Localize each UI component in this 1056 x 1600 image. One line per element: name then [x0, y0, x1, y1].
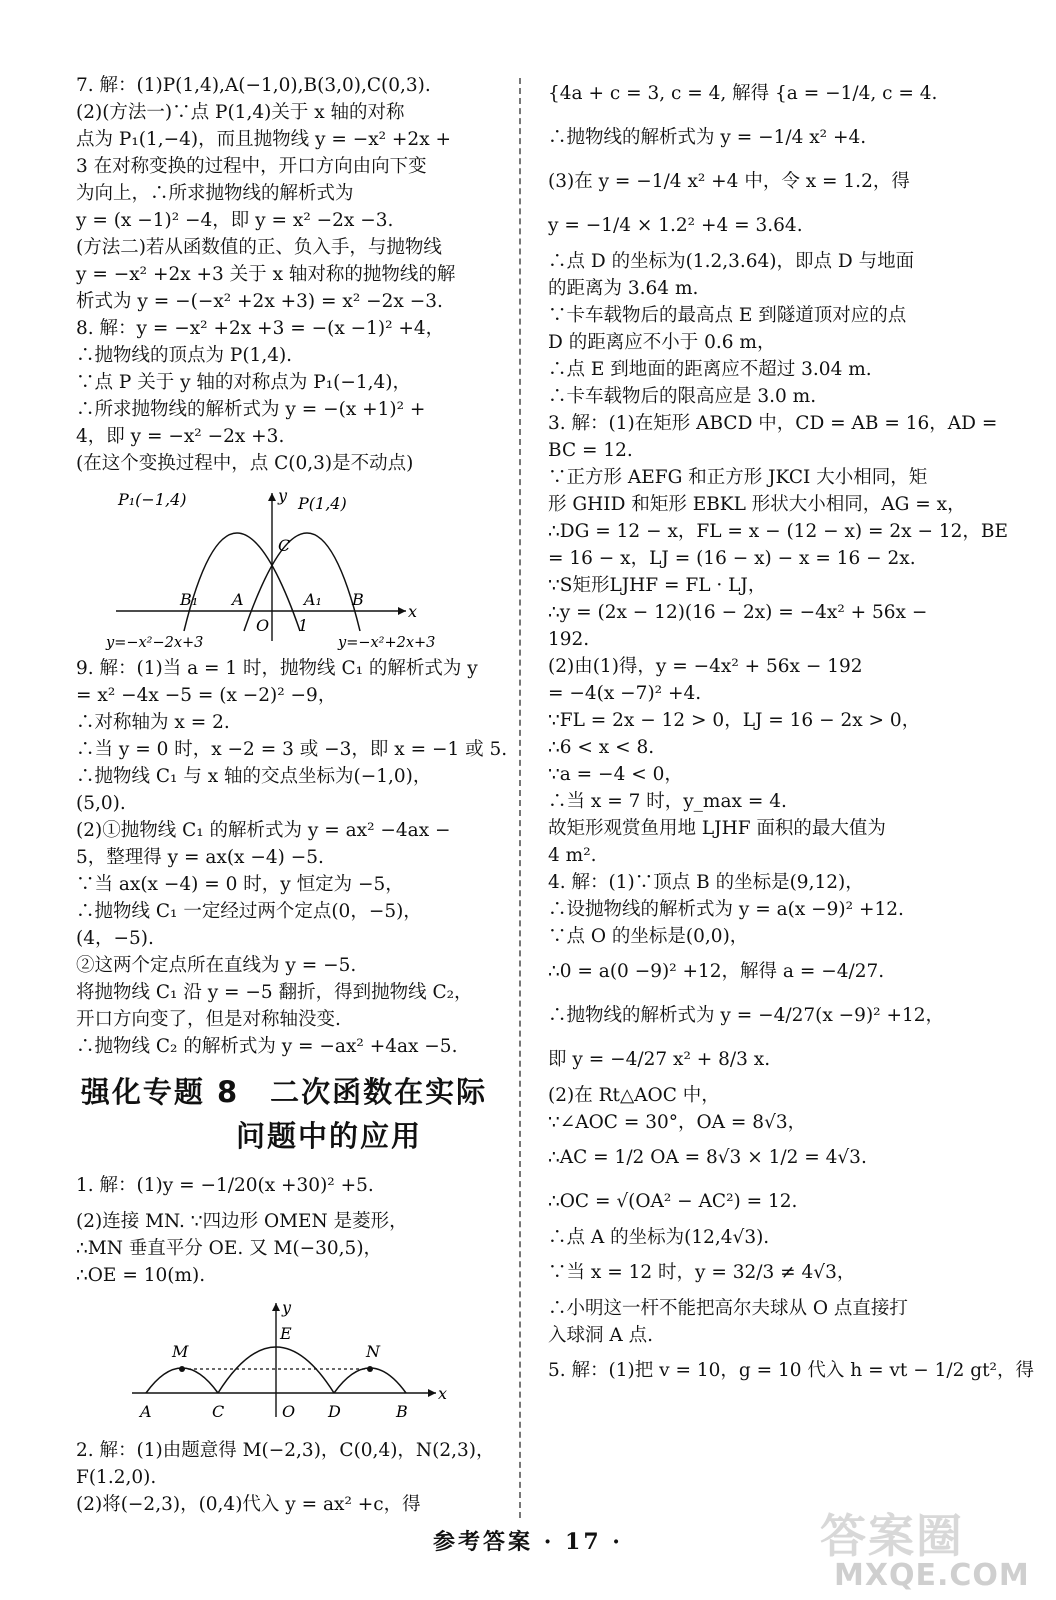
text-line: 点为 P₁(1,−4)，而且抛物线 y = −x² +2x +: [76, 129, 452, 150]
text-line: 4，即 y = −x² −2x +3.: [76, 426, 285, 447]
text-line: 5，整理得 y = ax(x −4) −5.: [76, 847, 324, 868]
text-line: ∴对称轴为 x = 2.: [76, 712, 230, 733]
text-line: ∵点 P 关于 y 轴的对称点为 P₁(−1,4)，: [76, 372, 412, 393]
text-line: BC = 12.: [548, 440, 633, 461]
question-5: [548, 1349, 1034, 1393]
label-one: 1: [298, 616, 309, 635]
text-line: ∴OC = √(OA² − AC²) = 12.: [548, 1191, 798, 1212]
text-line: ∵点 O 的坐标是(0,0)，: [548, 926, 749, 947]
text-line: 4. 解：(1)∵顶点 B 的坐标是(9,12)，: [548, 872, 864, 893]
text-line: ∴抛物线 C₁ 一定经过两个定点(0，−5)，: [76, 901, 422, 922]
question-2: [76, 1437, 495, 1518]
text-line: 即 y = −4/27 x² + 8/3 x.: [548, 1049, 771, 1070]
text-line: {4a + c = 3, c = 4, 解得 {a = −1/4, c = 4.: [548, 83, 938, 104]
answer-7: [76, 72, 492, 315]
text-line: 析式为 y = −(−x² +2x +3) = x² −2x −3.: [76, 291, 443, 312]
text-line: (2)由(1)得，y = −4x² + 56x − 192: [548, 656, 863, 677]
label-c: C: [278, 536, 291, 555]
parabola-figure-1: [76, 481, 492, 651]
text-line: ∵当 ax(x −4) = 0 时，y 恒定为 −5，: [76, 874, 404, 895]
text-line: 入球洞 A 点.: [548, 1325, 654, 1346]
label-c: C: [212, 1402, 225, 1421]
text-line: ∴当 x = 7 时，y_max = 4.: [548, 791, 787, 812]
text-line: 为向上，∴所求抛物线的解析式为: [76, 183, 354, 204]
label-b1: B₁: [180, 590, 199, 609]
point-n: [367, 1366, 373, 1372]
text-line: ∵FL = 2x − 12 > 0，LJ = 16 − 2x > 0，: [548, 710, 921, 731]
y-axis-arrow: [272, 1303, 280, 1311]
label-n: N: [366, 1342, 380, 1361]
text-line: 3 在对称变换的过程中，开口方向由向下变: [76, 156, 427, 177]
y-axis-arrow: [268, 493, 276, 501]
text-line: 8. 解：y = −x² +2x +3 = −(x −1)² +4，: [76, 318, 445, 339]
text-line: 形 GHID 和矩形 EBKL 形状大小相同，AG = x，: [548, 494, 966, 515]
text-line: ②这两个定点所在直线为 y = −5.: [76, 955, 357, 976]
label-p1: P₁(−1,4): [118, 490, 187, 509]
label-b: B: [396, 1402, 408, 1421]
text-line: = 16 − x，LJ = (16 − x) − x = 16 − 2x.: [548, 548, 916, 569]
text-line: (3)在 y = −1/4 x² +4 中，令 x = 1.2，得: [548, 171, 910, 192]
text-line: (5,0).: [76, 793, 126, 814]
watermark-url: MXQE.COM: [834, 1558, 1030, 1593]
text-line: ∵卡车载物后的最高点 E 到隧道顶对应的点: [548, 305, 907, 326]
text-line: ∴AC = 1/2 OA = 8√3 × 1/2 = 4√3.: [548, 1147, 867, 1168]
text-line: ∴卡车载物后的限高应是 3.0 m.: [548, 386, 817, 407]
text-line: (2)在 Rt△AOC 中，: [548, 1085, 720, 1106]
label-y: y: [282, 1298, 292, 1317]
label-d: D: [328, 1402, 341, 1421]
label-b: B: [352, 590, 364, 609]
text-line: ∴抛物线的解析式为 y = −1/4 x² +4.: [548, 127, 867, 148]
question-4: [548, 869, 952, 1349]
text-line: ∴0 = a(0 −9)² +12，解得 a = −4/27.: [548, 961, 885, 982]
label-y: y: [278, 486, 288, 505]
text-line: y = −x² +2x +3 关于 x 轴对称的抛物线的解: [76, 264, 456, 285]
watermark-title: 答案圈: [820, 1509, 964, 1563]
text-line: 3. 解：(1)在矩形 ABCD 中，CD = AB = 16，AD =: [548, 413, 998, 434]
question-2-continued: [548, 72, 952, 410]
text-line: ∴6 < x < 8.: [548, 737, 655, 758]
label-a: A: [140, 1402, 152, 1421]
x-axis-arrow: [398, 607, 406, 615]
question-3: [548, 410, 1008, 869]
label-x: x: [408, 602, 418, 621]
text-line: (在这个变换过程中，点 C(0,3)是不动点): [76, 453, 414, 474]
text-line: ∴MN 垂直平分 OE. 又 M(−30,5)，: [76, 1238, 383, 1259]
text-line: ∵正方形 AEFG 和正方形 JKCI 大小相同，矩: [548, 467, 928, 488]
text-line: 开口方向变了，但是对称轴没变.: [76, 1009, 341, 1030]
text-line: (4，−5).: [76, 928, 154, 949]
answer-9: [76, 655, 508, 1060]
section-subtitle: 问题中的应用: [235, 1119, 422, 1153]
label-eq-left: y=−x²−2x+3: [106, 635, 204, 651]
label-o: O: [282, 1402, 296, 1421]
section-title: 强化专题 8 二次函数在实际: [80, 1075, 488, 1109]
label-p: P(1,4): [298, 494, 347, 513]
text-line: 将抛物线 C₁ 沿 y = −5 翻折，得到抛物线 C₂，: [76, 982, 473, 1003]
text-line: D 的距离应不小于 0.6 m，: [548, 332, 776, 353]
text-line: ∴DG = 12 − x，FL = x − (12 − x) = 2x − 12，BE: [548, 521, 1008, 542]
text-line: 9. 解：(1)当 a = 1 时，抛物线 C₁ 的解析式为 y: [76, 658, 478, 679]
text-line: ∴点 D 的坐标为(1.2,3.64)，即点 D 与地面: [548, 251, 915, 272]
text-line: 5. 解：(1)把 v = 10，g = 10 代入 h = vt − 1/2 gt²，得: [548, 1360, 1034, 1381]
text-line: ∴OE = 10(m).: [76, 1265, 206, 1286]
left-column: [76, 72, 508, 1518]
text-line: 2. 解：(1)由题意得 M(−2,3)，C(0,4)，N(2,3)，: [76, 1440, 495, 1461]
text-line: 192.: [548, 629, 590, 650]
text-line: (2)将(−2,3)，(0,4)代入 y = ax² +c，得: [76, 1494, 421, 1515]
text-line: ∴抛物线 C₂ 的解析式为 y = −ax² +4ax −5.: [76, 1036, 458, 1057]
text-line: (2)连接 MN. ∵四边形 OMEN 是菱形，: [76, 1211, 408, 1232]
label-o: O: [256, 616, 270, 635]
text-line: ∴y = (2x − 12)(16 − 2x) = −4x² + 56x −: [548, 602, 928, 623]
watermark-logo: [820, 1500, 1050, 1595]
text-line: ∵∠AOC = 30°，OA = 8√3，: [548, 1112, 807, 1133]
text-line: ∵a = −4 < 0，: [548, 764, 683, 785]
label-a: A: [232, 590, 244, 609]
column-divider: [519, 78, 521, 1518]
text-line: ∴设抛物线的解析式为 y = a(x −9)² +12.: [548, 899, 904, 920]
page-footer: 参考答案 · 17 ·: [433, 1529, 623, 1555]
text-line: F(1.2,0).: [76, 1467, 157, 1488]
label-a1: A₁: [304, 590, 322, 609]
text-line: (方法二)若从函数值的正、负入手，与抛物线: [76, 237, 442, 258]
text-line: 故矩形观赏鱼用地 LJHF 面积的最大值为: [548, 818, 886, 839]
text-line: ∴所求抛物线的解析式为 y = −(x +1)² +: [76, 399, 426, 420]
text-line: 7. 解：(1)P(1,4),A(−1,0),B(3,0),C(0,3).: [76, 75, 431, 96]
text-line: y = −1/4 × 1.2² +4 = 3.64.: [548, 215, 803, 236]
question-1: [76, 1164, 492, 1289]
label-x: x: [438, 1384, 448, 1403]
text-line: ∴点 E 到地面的距离应不超过 3.04 m.: [548, 359, 872, 380]
text-line: 4 m².: [548, 845, 597, 866]
answer-8: [76, 315, 492, 477]
text-line: ∴点 A 的坐标为(12,4√3).: [548, 1227, 770, 1248]
x-axis-arrow: [428, 1389, 436, 1397]
right-column: [548, 72, 1034, 1393]
label-eq-right: y=−x²+2x+3: [338, 635, 436, 651]
text-line: ∴小明这一杆不能把高尔夫球从 O 点直接打: [548, 1298, 908, 1319]
label-m: M: [172, 1342, 189, 1361]
text-line: = x² −4x −5 = (x −2)² −9，: [76, 685, 337, 706]
text-line: ∴当 y = 0 时，x −2 = 3 或 −3，即 x = −1 或 5.: [76, 739, 508, 760]
text-line: ∵当 x = 12 时，y = 32/3 ≠ 4√3，: [548, 1262, 856, 1283]
text-line: ∴抛物线 C₁ 与 x 轴的交点坐标为(−1,0)，: [76, 766, 432, 787]
text-line: ∵S矩形LJHF = FL · LJ，: [548, 575, 767, 596]
text-line: (2)①抛物线 C₁ 的解析式为 y = ax² −4ax −: [76, 820, 451, 841]
text-line: 1. 解：(1)y = −1/20(x +30)² +5.: [76, 1175, 374, 1196]
tunnel-figure-2: [76, 1293, 492, 1433]
text-line: (2)(方法一)∵点 P(1,4)关于 x 轴的对称: [76, 102, 405, 123]
text-line: 的距离为 3.64 m.: [548, 278, 699, 299]
text-line: = −4(x −7)² +4.: [548, 683, 702, 704]
point-m: [179, 1366, 185, 1372]
text-line: y = (x −1)² −4，即 y = x² −2x −3.: [76, 210, 394, 231]
text-line: ∴抛物线的解析式为 y = −4/27(x −9)² +12，: [548, 1005, 944, 1026]
label-e: E: [280, 1324, 292, 1343]
text-line: ∴抛物线的顶点为 P(1,4).: [76, 345, 293, 366]
